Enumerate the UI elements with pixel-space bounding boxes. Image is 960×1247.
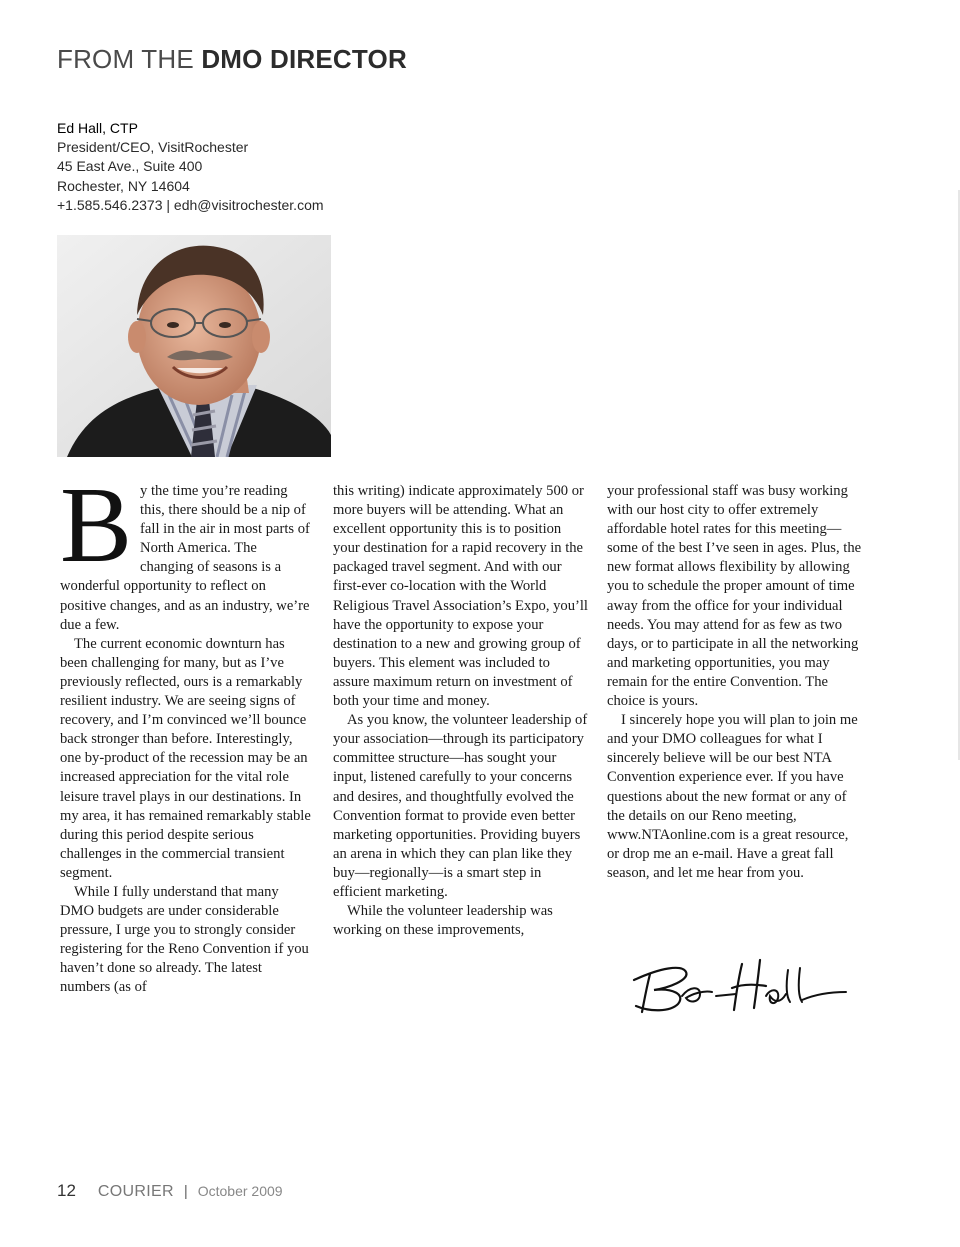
section-title-light: FROM THE — [57, 44, 202, 74]
section-title-bold: DMO DIRECTOR — [201, 44, 407, 74]
article-column-1 — [60, 466, 314, 998]
article-column-3 — [607, 482, 863, 883]
publication-name: COURIER — [97, 1183, 174, 1200]
contact-phone-email: +1.585.546.2373 | edh@visitrochester.com — [57, 196, 324, 213]
article-paragraph: The current economic downturn has been challenging for many, but as I’ve previously reflected, ours is a remarkably resilient industry. We are seeing signs of recovery, and I’m convinced we’ll bounce back stronger than before. Interestingly, one by-product of the recession may be an increased appreciation for the vital role leisure travel plays in our destinations. In my area, it has remained remarkably stable during this period despite serious challenges in the commercial transient segment. — [60, 635, 311, 881]
section-title — [57, 44, 407, 75]
article-paragraph: this writing) indicate approximately 500 or more buyers will be attending. What an excellent opportunity this is to position your destination for a rapid recovery in the packaged travel segment. And with our first-ever co-location with the World Religious Travel Association’s Expo, you’ll have the opportunity to expose your destination to a new and growing group of buyers. This element was included to assure maximum return on investment of both your time and money. — [333, 483, 588, 710]
contact-title: President/CEO, VisitRochester — [57, 139, 249, 156]
article-paragraph: While the volunteer leadership was working on these improvements, — [333, 903, 553, 939]
article-paragraph: While I fully understand that many DMO budgets are under considerable pressure, I urge you to strongly consider registering for the Reno Convention if you haven’t done so already. The latest numbers (as of — [60, 883, 309, 996]
contact-block — [57, 119, 324, 215]
page-footer — [57, 1181, 283, 1201]
signature — [620, 950, 850, 1020]
article-paragraph: As you know, the volunteer leadership of your association—through its participatory committee structure—has sought your input, listened carefully to your concerns and desires, and thoughtfully evolved the Convention format to provide even better marketing opportunities. Providing buyers an arena in which they can plan like they buy—regionally—is a smart step in efficient marketing. — [333, 712, 588, 900]
article-column-2 — [333, 482, 589, 940]
contact-address-line1: 45 East Ave., Suite 400 — [57, 158, 203, 175]
article-paragraph: your professional staff was busy working with our host city to offer extremely affordable hotel rates for this meeting—some of the best I’ve seen in ages. Plus, the new format allows flexibility by allowing you to schedule the proper amount of time away from the office for your individual needs. You may attend for as few as two days, or to participate in all the networking and marketing opportunities, you may remain for the entire Convention. The choice is yours. — [607, 483, 862, 710]
author-photo — [57, 235, 331, 457]
issue-date: October 2009 — [197, 1183, 283, 1199]
contact-name: Ed Hall, CTP — [57, 120, 138, 136]
page-number: 12 — [57, 1181, 76, 1200]
drop-cap: B — [60, 466, 133, 585]
article-paragraph: y the time you’re reading this, there should be a nip of fall in the air in most parts of North America. The changing of seasons is a wonderful opportunity to reflect on positive changes, and as an industry, we’re due a few. — [60, 483, 310, 633]
footer-separator: | — [183, 1183, 188, 1200]
article-paragraph: I sincerely hope you will plan to join me and your DMO colleagues for what I sincerely believe will be our best NTA Convention experience ever. If you have questions about the new format or any of the details on our Reno meeting, www.NTAonline.com is a great resource, or drop me an e-mail. Have a great fall season, and let me hear from you. — [607, 712, 858, 881]
contact-address-line2: Rochester, NY 14604 — [57, 177, 190, 194]
